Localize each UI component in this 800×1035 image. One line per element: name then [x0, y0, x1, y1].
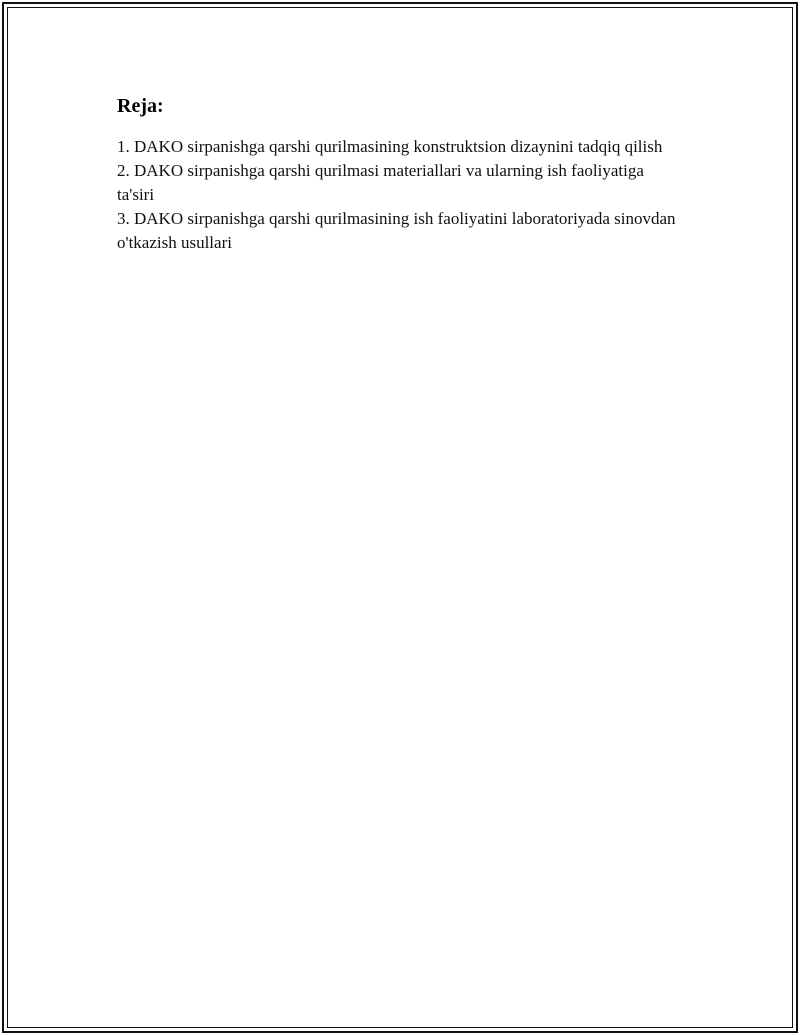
document-content — [117, 94, 677, 255]
plan-list — [117, 135, 677, 255]
plan-item-3: 3. DAKO sirpanishga qarshi qurilmasining ish faoliyatini laboratoriyada sinovdan o'tkazish usullari — [117, 209, 676, 252]
plan-title: Reja: — [117, 95, 164, 117]
plan-item-1: 1. DAKO sirpanishga qarshi qurilmasining konstruktsion dizaynini tadqiq qilish — [117, 137, 663, 156]
plan-item-2: 2. DAKO sirpanishga qarshi qurilmasi materiallari va ularning ish faoliyatiga ta'siri — [117, 161, 644, 204]
